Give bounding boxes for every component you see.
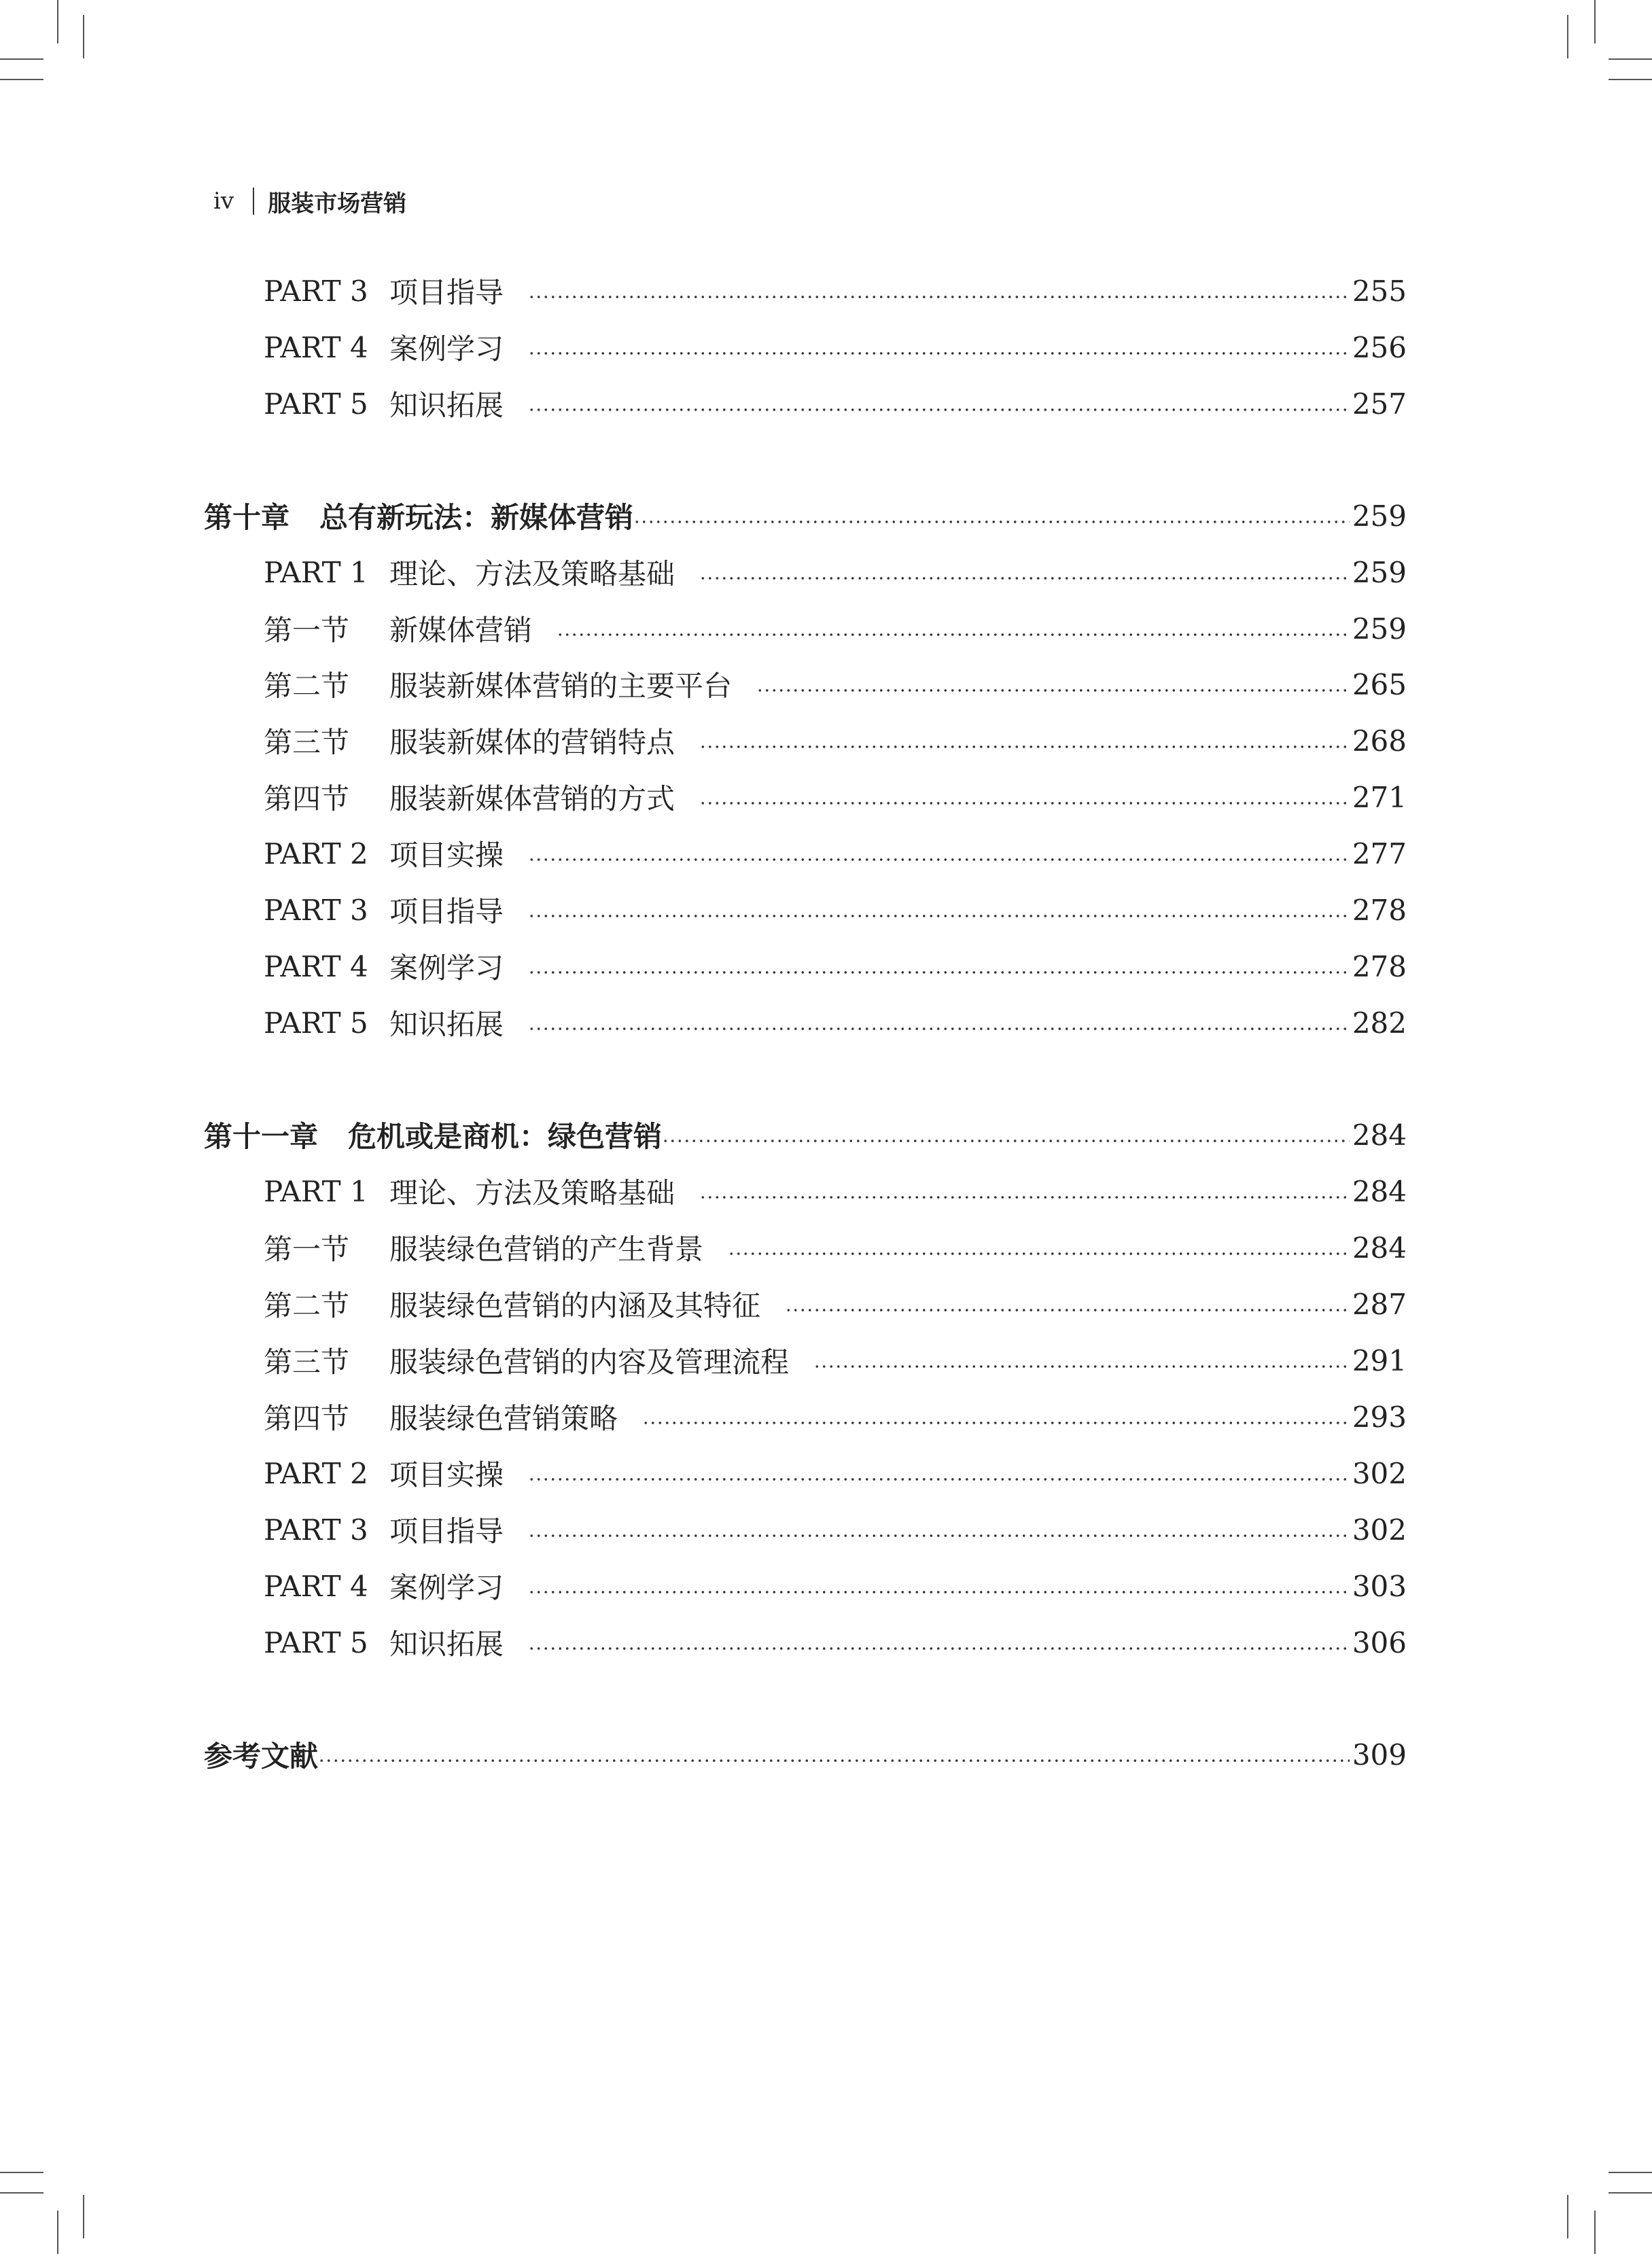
running-head xyxy=(213,182,406,220)
toc-entry[interactable] xyxy=(204,1564,1407,1608)
toc-entry-page-number: 284 xyxy=(1352,1174,1407,1208)
toc-entry-title: 案例学习 xyxy=(389,332,504,366)
toc-entry[interactable] xyxy=(204,1339,1407,1382)
dot-leader xyxy=(756,689,1350,692)
toc-entry-label: PART 4 xyxy=(264,1569,368,1603)
toc-entry-page-number: 277 xyxy=(1352,837,1407,870)
dot-leader xyxy=(528,352,1350,355)
toc-entry[interactable] xyxy=(204,1451,1407,1495)
dot-leader xyxy=(318,1759,1350,1762)
toc-entry-label: 第十一章 xyxy=(204,1120,319,1153)
toc-entry-title: 案例学习 xyxy=(389,1571,504,1604)
toc-entry-title: 案例学习 xyxy=(389,951,504,985)
crop-mark xyxy=(0,58,43,60)
toc-entry[interactable] xyxy=(204,888,1407,932)
toc-entry-page-number: 259 xyxy=(1352,555,1407,589)
toc-entry-title: 总有新玩法：新媒体营销 xyxy=(319,501,634,534)
toc-entry-label: 第三节 xyxy=(264,726,350,759)
crop-mark xyxy=(83,2195,84,2238)
toc-entry-title: 项目指导 xyxy=(389,276,504,309)
toc-entry-page-number: 265 xyxy=(1352,667,1407,701)
dot-leader xyxy=(528,1534,1350,1537)
toc-entry[interactable] xyxy=(204,945,1407,988)
toc-entry-label: 第一节 xyxy=(264,1233,350,1266)
dot-leader xyxy=(633,521,1350,523)
crop-mark xyxy=(1609,2172,1652,2173)
toc-entry-label: 第一节 xyxy=(264,614,350,647)
toc-entry[interactable] xyxy=(204,1621,1407,1664)
toc-entry-title: 项目实操 xyxy=(389,1458,504,1492)
toc-entry[interactable] xyxy=(204,1001,1407,1044)
toc-entry-title: 理论、方法及策略基础 xyxy=(389,557,675,591)
toc-entry[interactable] xyxy=(204,550,1407,594)
crop-mark xyxy=(57,2211,58,2254)
toc-entry-label: PART 5 xyxy=(264,1625,368,1659)
crop-mark xyxy=(1567,2195,1568,2238)
crop-mark xyxy=(1609,2192,1652,2194)
toc-entry[interactable] xyxy=(204,1395,1407,1439)
toc-entry-page-number: 257 xyxy=(1352,387,1407,421)
page-folio: iv xyxy=(213,188,234,215)
toc-entry[interactable] xyxy=(204,269,1407,313)
dot-leader xyxy=(699,1196,1350,1199)
toc-entry-title: 知识拓展 xyxy=(389,1008,504,1041)
toc-entry-page-number: 256 xyxy=(1352,330,1407,364)
dot-leader xyxy=(528,915,1350,917)
crop-mark xyxy=(1567,15,1568,58)
toc-entry[interactable] xyxy=(204,494,1407,538)
toc-entry-title: 项目实操 xyxy=(389,839,504,872)
crop-mark xyxy=(1594,0,1596,43)
toc-entry-label: PART 5 xyxy=(264,1006,368,1040)
toc-entry-title: 参考文献 xyxy=(204,1740,319,1773)
dot-leader xyxy=(528,408,1350,411)
dot-leader xyxy=(728,1252,1350,1255)
toc-entry-page-number: 271 xyxy=(1352,780,1407,814)
dot-leader xyxy=(699,577,1350,580)
crop-mark xyxy=(0,2192,43,2194)
toc-entry-title: 服装绿色营销的内涵及其特征 xyxy=(389,1289,761,1322)
crop-mark xyxy=(1609,58,1652,60)
toc-entry[interactable] xyxy=(204,1113,1407,1157)
toc-entry-label: PART 5 xyxy=(264,387,368,421)
toc-entry-title: 服装新媒体营销的方式 xyxy=(389,782,675,815)
toc-entry-page-number: 284 xyxy=(1352,1231,1407,1265)
toc-entry[interactable] xyxy=(204,1282,1407,1326)
dot-leader xyxy=(528,1027,1350,1030)
toc-entry-page-number: 259 xyxy=(1352,612,1407,646)
toc-entry-page-number: 278 xyxy=(1352,949,1407,983)
toc-entry-title: 项目指导 xyxy=(389,1515,504,1548)
toc-entry-label: PART 4 xyxy=(264,330,368,364)
toc-entry-label: PART 1 xyxy=(264,555,368,589)
crop-mark xyxy=(1609,79,1652,80)
toc-entry-title: 服装新媒体营销的主要平台 xyxy=(389,669,733,703)
book-title: 服装市场营销 xyxy=(268,190,407,217)
toc-entry[interactable] xyxy=(204,775,1407,819)
dot-leader xyxy=(528,971,1350,974)
toc-entry-page-number: 302 xyxy=(1352,1513,1407,1547)
toc-entry-label: PART 1 xyxy=(264,1174,368,1208)
dot-leader xyxy=(699,802,1350,805)
toc-entry-page-number: 306 xyxy=(1352,1625,1407,1659)
toc-entry-page-number: 293 xyxy=(1352,1400,1407,1434)
toc-entry-label: PART 4 xyxy=(264,949,368,983)
toc-entry-label: 第十章 xyxy=(204,501,290,534)
toc-entry-title: 理论、方法及策略基础 xyxy=(389,1176,675,1210)
toc-entry-title: 服装新媒体的营销特点 xyxy=(389,726,675,759)
crop-mark xyxy=(0,79,43,80)
crop-mark xyxy=(0,2172,43,2173)
dot-leader xyxy=(528,1591,1350,1593)
toc-entry[interactable] xyxy=(204,607,1407,650)
toc-entry-label: PART 2 xyxy=(264,1456,368,1490)
toc-entry-title: 服装绿色营销的产生背景 xyxy=(389,1233,704,1266)
header-divider xyxy=(253,188,254,215)
toc-entry-label: 第四节 xyxy=(264,782,350,815)
dot-leader xyxy=(662,1140,1350,1142)
toc-entry-title: 新媒体营销 xyxy=(389,614,533,647)
toc-entry-page-number: 259 xyxy=(1352,499,1407,533)
toc-entry[interactable] xyxy=(204,325,1407,369)
toc-entry[interactable] xyxy=(204,1226,1407,1269)
toc-entry-label: 第二节 xyxy=(264,669,350,703)
toc-entry-label: PART 2 xyxy=(264,837,368,870)
toc-entry-page-number: 291 xyxy=(1352,1343,1407,1377)
toc-entry-title: 服装绿色营销策略 xyxy=(389,1402,618,1435)
toc-entry[interactable] xyxy=(204,832,1407,875)
toc-entry-title: 知识拓展 xyxy=(389,389,504,422)
toc-entry[interactable] xyxy=(204,1733,1407,1776)
toc-entry-page-number: 268 xyxy=(1352,724,1407,758)
toc-entry-page-number: 287 xyxy=(1352,1287,1407,1321)
toc-entry[interactable] xyxy=(204,719,1407,762)
toc-entry-page-number: 303 xyxy=(1352,1569,1407,1603)
crop-mark xyxy=(57,0,58,43)
dot-leader xyxy=(528,858,1350,861)
crop-mark xyxy=(83,15,84,58)
dot-leader xyxy=(528,1647,1350,1650)
toc-entry-title: 项目指导 xyxy=(389,895,504,928)
toc-entry-title: 危机或是商机：绿色营销 xyxy=(348,1120,663,1153)
dot-leader xyxy=(699,745,1350,748)
dot-leader xyxy=(528,1478,1350,1481)
toc-entry[interactable] xyxy=(204,382,1407,425)
dot-leader xyxy=(813,1365,1350,1368)
crop-mark xyxy=(1594,2211,1596,2254)
toc-entry[interactable] xyxy=(204,1169,1407,1213)
dot-leader xyxy=(528,296,1350,298)
toc-entry-label: PART 3 xyxy=(264,1513,368,1547)
toc-entry-page-number: 278 xyxy=(1352,893,1407,927)
toc-entry-label: PART 3 xyxy=(264,893,368,927)
toc-entry-label: 第三节 xyxy=(264,1345,350,1379)
toc-entry-page-number: 282 xyxy=(1352,1006,1407,1040)
toc-entry-title: 知识拓展 xyxy=(389,1627,504,1661)
toc-entry-page-number: 255 xyxy=(1352,274,1407,308)
toc-entry[interactable] xyxy=(204,1508,1407,1551)
toc-entry-title: 服装绿色营销的内容及管理流程 xyxy=(389,1345,790,1379)
dot-leader xyxy=(557,633,1350,636)
dot-leader xyxy=(785,1309,1350,1311)
toc-entry[interactable] xyxy=(204,663,1407,706)
toc-entry-label: 第四节 xyxy=(264,1402,350,1435)
toc-entry-label: PART 3 xyxy=(264,274,368,308)
dot-leader xyxy=(642,1422,1350,1424)
toc-entry-page-number: 309 xyxy=(1352,1738,1407,1772)
toc-entry-label: 第二节 xyxy=(264,1289,350,1322)
toc-entry-page-number: 284 xyxy=(1352,1118,1407,1152)
toc-entry-page-number: 302 xyxy=(1352,1456,1407,1490)
